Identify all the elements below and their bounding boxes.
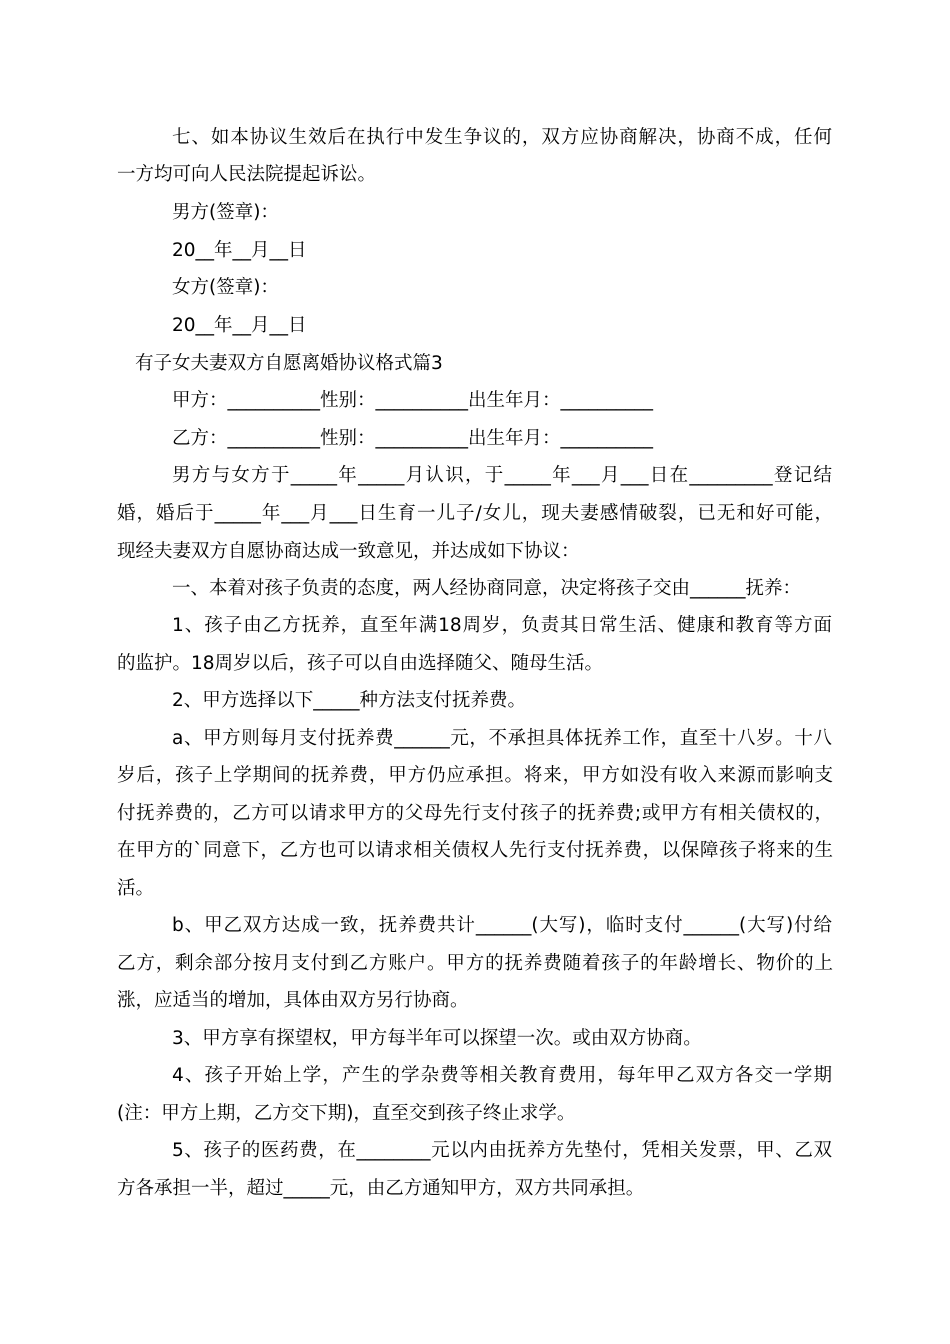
paragraph-line: 的监护。18周岁以后，孩子可以自由选择随父、随母生活。 xyxy=(117,653,604,674)
paragraph-line: 一方均可向人民法院提起诉讼。 xyxy=(117,164,377,185)
paragraph-line: 现经夫妻双方自愿协商达成一致意见，并达成如下协议： xyxy=(117,541,580,562)
paragraph-line: 涨，应适当的增加，具体由双方另行协商。 xyxy=(117,990,469,1011)
party-b-info: 乙方：__________性别：__________出生年月：__________ xyxy=(172,428,654,449)
paragraph-line: 1、孩子由乙方抚养，直至年满18周岁，负责其日常生活、健康和教育等方面 xyxy=(172,615,832,636)
signature-label-female: 女方(签章)： xyxy=(172,277,279,298)
paragraph-line: 七、如本协议生效后在执行中发生争议的，双方应协商解决，协商不成，任何 xyxy=(172,127,832,148)
paragraph-line: 4、孩子开始上学，产生的学杂费等相关教育费用，每年甲乙双方各交一学期 xyxy=(172,1065,832,1086)
paragraph-line: 岁后，孩子上学期间的抚养费，甲方仍应承担。将来，甲方如没有收入来源而影响支 xyxy=(117,765,833,786)
date-line-male: 20__年__月__日 xyxy=(172,240,307,261)
paragraph-line: b、甲乙双方达成一致，抚养费共计______(大写)，临时支付______(大写)付给 xyxy=(172,915,832,936)
paragraph-line: 2、甲方选择以下_____种方法支付抚养费。 xyxy=(172,690,527,711)
paragraph-line: (注：甲方上期，乙方交下期)，直至交到孩子终止求学。 xyxy=(117,1103,576,1124)
party-a-info: 甲方：__________性别：__________出生年月：__________ xyxy=(172,390,654,411)
date-line-female: 20__年__月__日 xyxy=(172,315,307,336)
paragraph-line: a、甲方则每月支付抚养费______元，不承担具体抚养工作，直至十八岁。十八 xyxy=(172,728,832,749)
paragraph-line: 在甲方的`同意下，乙方也可以请求相关债权人先行支付抚养费，以保障孩子将来的生 xyxy=(117,840,833,861)
paragraph-line: 婚，婚后于_____年___月___日生育一儿子/女儿，现夫妻感情破裂，已无和好可能， xyxy=(117,503,833,524)
paragraph-line: 乙方，剩余部分按月支付到乙方账户。甲方的抚养费随着孩子的年龄增长、物价的上 xyxy=(117,953,833,974)
paragraph-line: 男方与女方于_____年_____月认识，于_____年___月___日在_________登记结 xyxy=(172,465,832,486)
signature-label-male: 男方(签章)： xyxy=(172,202,279,223)
paragraph-line: 3、甲方享有探望权，甲方每半年可以探望一次。或由双方协商。 xyxy=(172,1028,702,1049)
paragraph-line: 方各承担一半，超过_____元，由乙方通知甲方，双方共同承担。 xyxy=(117,1178,645,1199)
paragraph-line: 付抚养费的，乙方可以请求甲方的父母先行支付孩子的抚养费;或甲方有相关债权的， xyxy=(117,803,833,824)
section-title: 有子女夫妻双方自愿离婚协议格式篇3 xyxy=(135,353,443,374)
paragraph-line: 活。 xyxy=(117,878,155,899)
paragraph-line: 5、孩子的医药费，在________元以内由抚养方先垫付，凭相关发票，甲、乙双 xyxy=(172,1140,832,1161)
clause-one: 一、本着对孩子负责的态度，两人经协商同意，决定将孩子交由______抚养： xyxy=(172,578,802,599)
